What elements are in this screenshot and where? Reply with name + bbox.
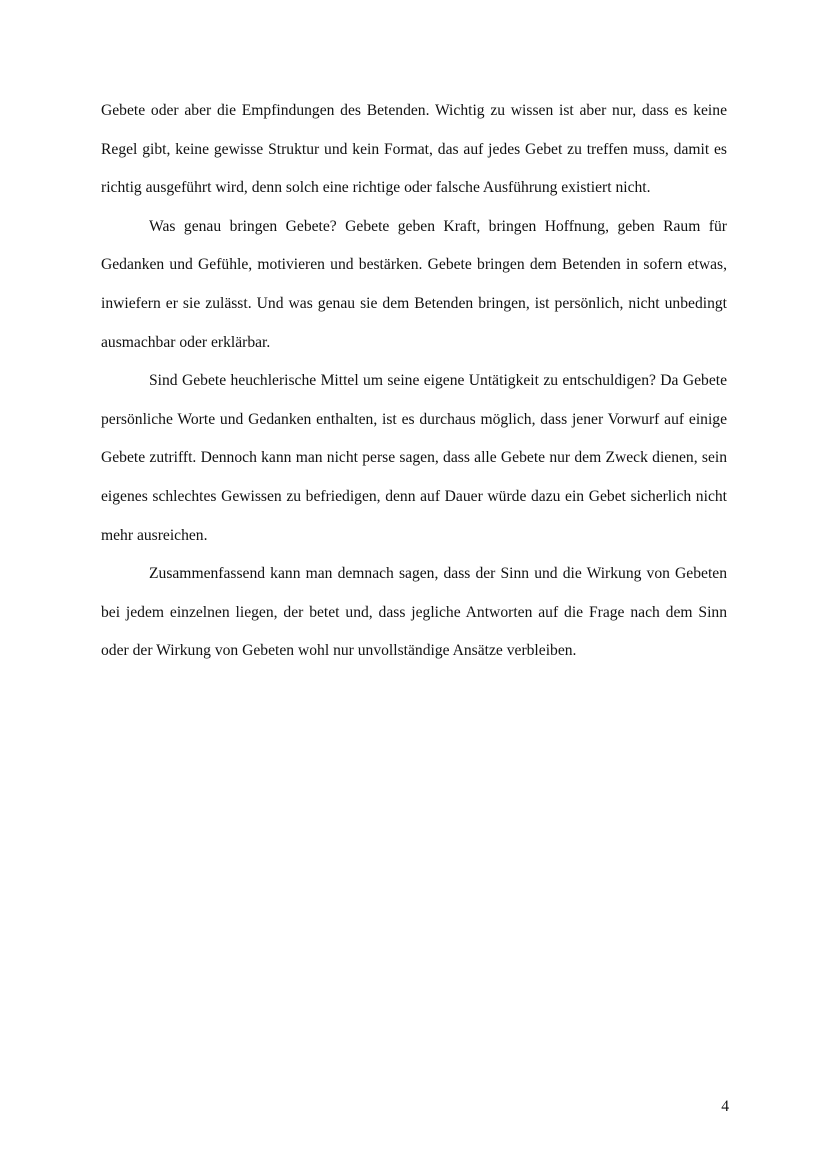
paragraph-hypocrisy: Sind Gebete heuchlerische Mittel um seine eigene Untätigkeit zu entschuldigen? Da Gebete persönliche Worte und Gedanken enthalten, ist es durchaus möglich, dass jener Vorwurf auf einige Gebete zutrifft. Dennoch kann man nicht perse sagen, dass alle Gebete nur dem Zweck dienen, sein eigenes schlechtes Gewissen zu befriedigen, denn auf Dauer würde dazu ein Gebet sicherlich nicht mehr ausreichen. (101, 372, 727, 544)
paragraph-conclusion: Zusammenfassend kann man demnach sagen, dass der Sinn und die Wirkung von Gebeten bei jedem einzelnen liegen, der betet und, dass jegliche Antworten auf die Frage nach dem Sinn oder der Wirkung von Gebeten wohl nur unvollständige Ansätze verbleiben. (101, 565, 727, 660)
body-text (101, 92, 727, 671)
paragraph-benefits: Was genau bringen Gebete? Gebete geben Kraft, bringen Hoffnung, geben Raum für Gedanken und Gefühle, motivieren und bestärken. Gebete bringen dem Betenden in sofern etwas, inwiefern er sie zulässt. Und was genau sie dem Betenden bringen, ist persönlich, nicht unbedingt ausmachbar oder erklärbar. (101, 217, 727, 351)
page-number: 4 (721, 1098, 729, 1115)
paragraph-continuation: Gebete oder aber die Empfindungen des Betenden. Wichtig zu wissen ist aber nur, dass es keine Regel gibt, keine gewisse Struktur und kein Format, das auf jedes Gebet zu treffen muss, damit es richtig ausgeführt wird, denn solch eine richtige oder falsche Ausführung existiert nicht. (101, 102, 727, 197)
